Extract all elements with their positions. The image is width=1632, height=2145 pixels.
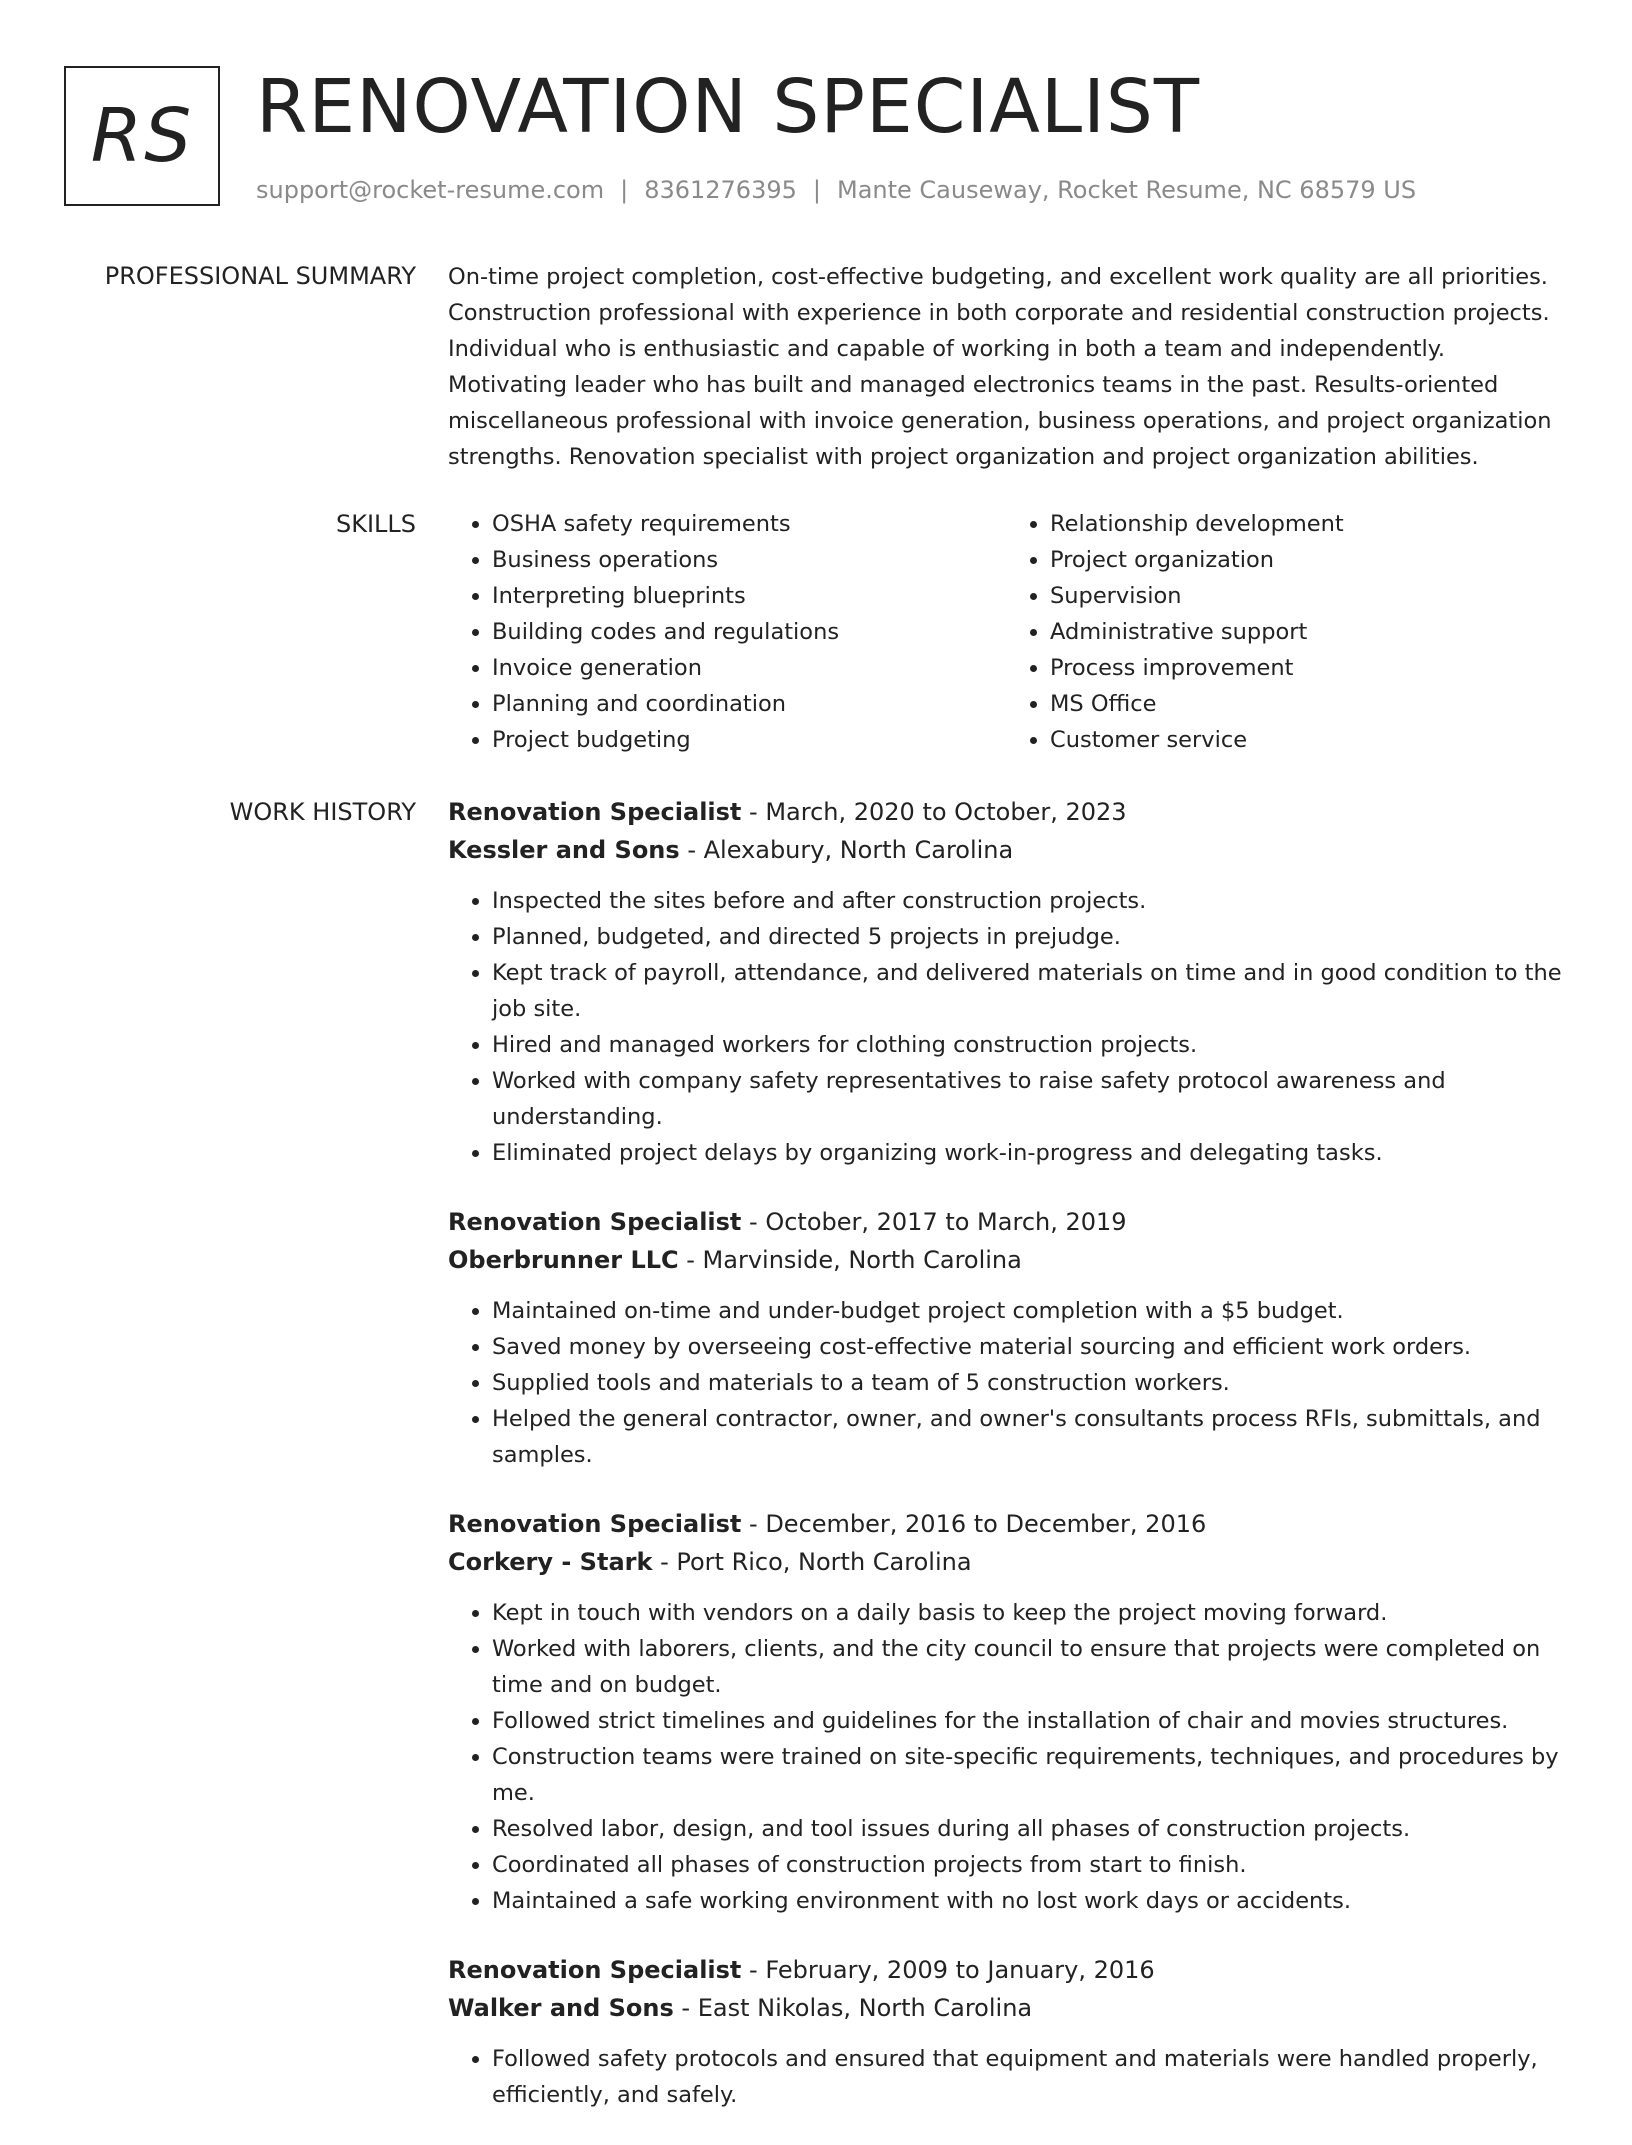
contact-separator: |	[620, 176, 629, 204]
job-company-line	[448, 1989, 1564, 2027]
job-duty: • Coordinated all phases of construction projects from start to finish.	[492, 1847, 1564, 1883]
job-title: Renovation Specialist	[448, 1956, 742, 1984]
contact-phone: 8361276395	[644, 176, 797, 204]
skill-item: • Administrative support	[1050, 614, 1564, 650]
job-duty: • Kept track of payroll, attendance, and delivered materials on time and in good condition to the job site.	[492, 955, 1564, 1027]
job-duty: • Followed safety protocols and ensured that equipment and materials were handled properly, efficiently, and safely.	[492, 2041, 1564, 2113]
job-location: - Alexabury, North Carolina	[679, 836, 1014, 864]
job-dates: - October, 2017 to March, 2019	[741, 1208, 1127, 1236]
resume-title: RENOVATION SPECIALIST	[256, 64, 1201, 150]
job-location: - East Nikolas, North Carolina	[673, 1994, 1033, 2022]
skill-item: • Project organization	[1050, 542, 1564, 578]
job-duties-list	[448, 1293, 1564, 1473]
skill-item: • Process improvement	[1050, 650, 1564, 686]
job-duty: • Saved money by overseeing cost-effective material sourcing and efficient work orders.	[492, 1329, 1564, 1365]
skill-item: • Invoice generation	[492, 650, 1006, 686]
job-duty: • Worked with laborers, clients, and the city council to ensure that projects were completed on time and on budget.	[492, 1631, 1564, 1703]
skills-column-right	[1006, 506, 1564, 758]
job-title: Renovation Specialist	[448, 1510, 742, 1538]
job-company-line	[448, 1543, 1564, 1581]
job-duties-list	[448, 1595, 1564, 1919]
skill-item: • Relationship development	[1050, 506, 1564, 542]
skill-item: • Business operations	[492, 542, 1006, 578]
job-duty: • Inspected the sites before and after construction projects.	[492, 883, 1564, 919]
job-duty: • Maintained a safe working environment with no lost work days or accidents.	[492, 1883, 1564, 1919]
job-title-line	[448, 793, 1564, 831]
monogram-badge: RS	[64, 66, 220, 206]
skills-column-left	[448, 506, 1006, 758]
job-duty: • Eliminated project delays by organizing work-in-progress and delegating tasks.	[492, 1135, 1564, 1171]
skill-item: • Planning and coordination	[492, 686, 1006, 722]
job-duty: • Worked with company safety representatives to raise safety protocol awareness and understanding.	[492, 1063, 1564, 1135]
job-duty: • Construction teams were trained on site-specific requirements, techniques, and procedures by me.	[492, 1739, 1564, 1811]
skill-item: • MS Office	[1050, 686, 1564, 722]
job-title-line	[448, 1951, 1564, 1989]
job-company: Walker and Sons	[448, 1994, 674, 2022]
job-duty: • Planned, budgeted, and directed 5 projects in prejudge.	[492, 919, 1564, 955]
job-duty: • Followed strict timelines and guidelines for the installation of chair and movies structures.	[492, 1703, 1564, 1739]
job-title-line	[448, 1203, 1564, 1241]
job-company: Oberbrunner LLC	[448, 1246, 679, 1274]
job-duties-list	[448, 2041, 1564, 2113]
job-duties-list	[448, 883, 1564, 1171]
job-duty: • Hired and managed workers for clothing construction projects.	[492, 1027, 1564, 1063]
job-location: - Port Rico, North Carolina	[652, 1548, 972, 1576]
job-dates: - March, 2020 to October, 2023	[741, 798, 1127, 826]
job-entry	[448, 1951, 1564, 2113]
job-title: Renovation Specialist	[448, 798, 742, 826]
job-company: Corkery - Stark	[448, 1548, 653, 1576]
job-title: Renovation Specialist	[448, 1208, 742, 1236]
job-duty: • Helped the general contractor, owner, and owner's consultants process RFIs, submittals, and samples.	[492, 1401, 1564, 1473]
skill-item: • Customer service	[1050, 722, 1564, 758]
job-location: - Marvinside, North Carolina	[678, 1246, 1022, 1274]
contact-address: Mante Causeway, Rocket Resume, NC 68579 US	[836, 176, 1417, 204]
job-duty: • Supplied tools and materials to a team of 5 construction workers.	[492, 1365, 1564, 1401]
resume-header	[64, 66, 1564, 216]
job-dates: - February, 2009 to January, 2016	[741, 1956, 1155, 1984]
contact-line	[256, 174, 1416, 206]
job-company-line	[448, 1241, 1564, 1279]
job-company: Kessler and Sons	[448, 836, 680, 864]
job-entry	[448, 1505, 1564, 1919]
job-company-line	[448, 831, 1564, 869]
skill-item: • Building codes and regulations	[492, 614, 1006, 650]
summary-text: On-time project completion, cost-effective budgeting, and excellent work quality are all priorities. Construction professional with experience in both corporate and residential construction projects. Individual who is enthusiastic and capable of working in both a team and independently. Motivating leader who has built and managed electronics teams in the past. Results-oriented miscellaneous professional with invoice generation, business operations, and project organization strengths. Renovation specialist with project organization and project organization abilities.	[448, 264, 1552, 470]
skill-item: • Project budgeting	[492, 722, 1006, 758]
job-title-line	[448, 1505, 1564, 1543]
job-entry	[448, 1203, 1564, 1473]
work-history-heading: WORK HISTORY	[229, 798, 416, 826]
work-history-list	[448, 793, 1564, 2145]
job-entry	[448, 793, 1564, 1171]
contact-email: support@rocket-resume.com	[256, 176, 605, 204]
job-dates: - December, 2016 to December, 2016	[741, 1510, 1207, 1538]
skills-list	[448, 506, 1564, 758]
job-duty: • Kept in touch with vendors on a daily basis to keep the project moving forward.	[492, 1595, 1564, 1631]
summary-heading: PROFESSIONAL SUMMARY	[104, 262, 416, 290]
skills-heading: SKILLS	[335, 510, 416, 538]
job-duty: • Resolved labor, design, and tool issues during all phases of construction projects.	[492, 1811, 1564, 1847]
skill-item: • Supervision	[1050, 578, 1564, 614]
contact-separator: |	[812, 176, 821, 204]
skill-item: • Interpreting blueprints	[492, 578, 1006, 614]
skill-item: • OSHA safety requirements	[492, 506, 1006, 542]
job-duty: • Maintained on-time and under-budget project completion with a $5 budget.	[492, 1293, 1564, 1329]
